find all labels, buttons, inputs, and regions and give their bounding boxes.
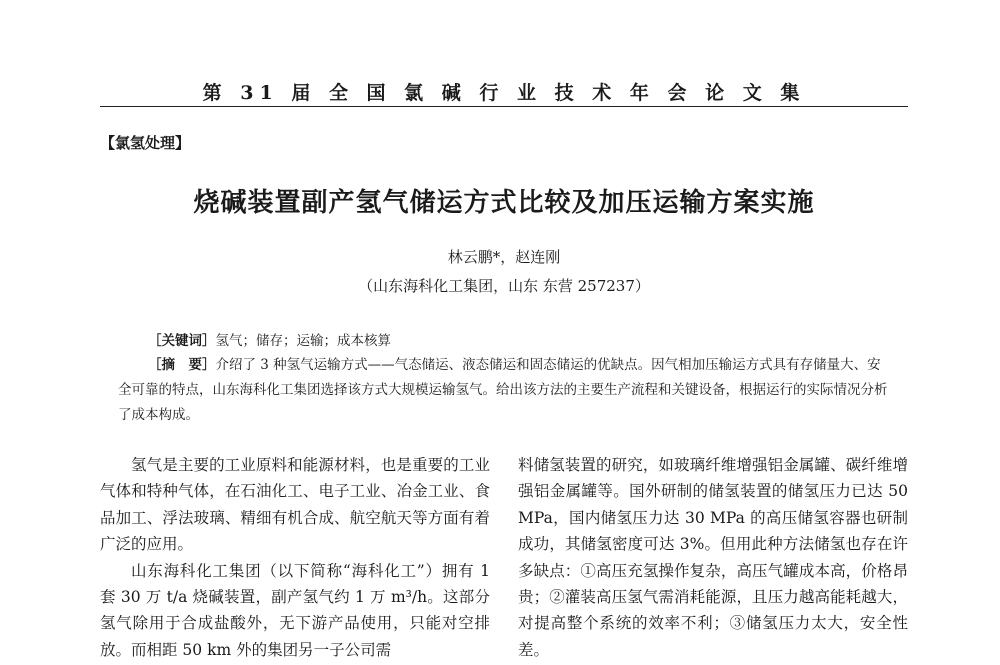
body-left-column [100,452,490,663]
keywords [148,329,391,349]
keywords-text: 氢气；储存；运输；成本核算 [215,333,391,349]
paper-title: 烧碱装置副产氢气储运方式比较及加压运输方案实施 [193,188,815,218]
affiliation: （山东海科化工集团，山东 东营 257237） [358,277,650,295]
body-paragraph: 料储氢装置的研究，如玻璃纤维增强铝金属罐、碳纤维增强铝金属罐等。国外研制的储氢装置的储氢压力已达 50 MPa，国内储氢压力达 30 MPa 的高压储氢容器也研制成功，其储氢密度可达 3%。但用此种方法储氢也存在许多缺点：①高压充氢操作复杂，高压气罐成本高，价格昂贵；②灌装高压氢气需消耗能源，且压力越高能耗越大，对提高整个系统的效率不利；③储氢压力太大，安全性差。 [518,456,908,659]
authors: 林云鹏*，赵连刚 [447,248,561,266]
section-tag: 【氯氢处理】 [100,134,191,152]
keywords-label: ［关键词］ [148,333,216,349]
abstract [118,353,888,428]
header-divider [100,106,908,107]
running-header: 第 31 届 全 国 氯 碱 行 业 技 术 年 会 论 文 集 [202,82,806,104]
body-paragraph: 山东海科化工集团（以下简称“海科化工”）拥有 1 套 30 万 t/a 烧碱装置，副产氢气约 1 万 m³/h。这部分氢气除用于合成盐酸外，无下游产品使用，只能对空排放。而相距 50 km 外的集团另一子公司需 [100,561,490,659]
body-paragraph: 氢气是主要的工业原料和能源材料，也是重要的工业气体和特种气体，在石油化工、电子工业、冶金工业、食品加工、浮法玻璃、精细有机合成、航空航天等方面有着广泛的应用。 [100,456,490,554]
abstract-label: ［摘 要］ [148,357,216,373]
abstract-text: 介绍了 3 种氢气运输方式——气态储运、液态储运和固态储运的优缺点。因气相加压输运方式具有存储量大、安全可靠的特点，山东海科化工集团选择该方式大规模运输氢气。给出该方法的主要生产流程和关键设备，根据运行的实际情况分析了成本构成。 [118,357,888,423]
body-right-column [518,452,908,663]
